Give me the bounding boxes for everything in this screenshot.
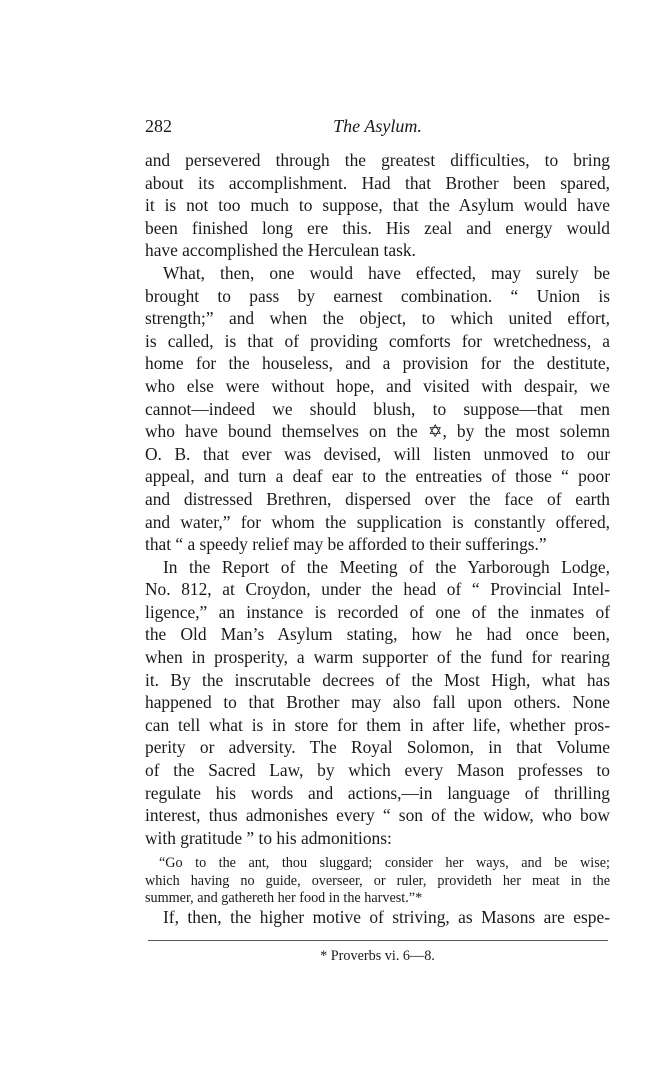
text-line: happened to that Brother may also fall upon others. None <box>145 692 610 713</box>
text-line: No. 812, at Croydon, under the head of “ Provincial Intel- <box>145 579 610 600</box>
text-line: cannot—indeed we should blush, to suppose—that men <box>145 398 610 419</box>
text-line: when in prosperity, a warm supporter of the fund for rearing <box>145 647 610 668</box>
text-line: regulate his words and actions,—in language of thrilling <box>145 782 610 803</box>
text-line: O. B. that ever was devised, will listen unmoved to our <box>145 443 610 464</box>
closing-paragraph <box>145 906 610 929</box>
quote-line: which having no guide, overseer, or ruler, provideth her meat in the <box>145 872 610 889</box>
body-text <box>145 149 610 849</box>
quote-line: “Go to the ant, thou sluggard; consider her ways, and be wise; <box>159 855 610 871</box>
text-line: of the Sacred Law, by which every Mason professes to <box>145 760 610 781</box>
text-line: who else were without hope, and visited with despair, we <box>145 375 610 396</box>
text-line: with gratitude ” to his admonitions: <box>145 827 392 848</box>
running-title: The Asylum. <box>333 116 422 136</box>
text-line: appeal, and turn a deaf ear to the entreaties of those “ poor <box>145 466 610 487</box>
text-line: the Old Man’s Asylum stating, how he had once been, <box>145 624 610 645</box>
text-line: What, then, one would have effected, may surely be <box>163 262 610 283</box>
text-line: If, then, the higher motive of striving, as Masons are espe- <box>163 907 610 927</box>
footnote-divider <box>148 940 608 941</box>
text-line: it. By the inscrutable decrees of the Most High, what has <box>145 669 610 690</box>
text-line: ligence,” an instance is recorded of one of the inmates of <box>145 601 610 622</box>
text-line: and water,” for whom the supplication is constantly offered, <box>145 511 610 532</box>
text-line: who have bound themselves on the ✡, by the most solemn <box>145 421 610 442</box>
text-line: and persevered through the greatest difficulties, to bring <box>145 150 610 170</box>
text-line: In the Report of the Meeting of the Yarborough Lodge, <box>163 556 610 577</box>
page-header <box>145 116 610 140</box>
text-line: home for the houseless, and a provision for the destitute, <box>145 353 610 374</box>
text-line: perity or adversity. The Royal Solomon, in that Volume <box>145 737 610 758</box>
text-line: have accomplished the Herculean task. <box>145 240 416 261</box>
scripture-quote <box>145 855 610 908</box>
footnote: * Proverbs vi. 6—8. <box>320 948 435 964</box>
page-number: 282 <box>145 116 172 136</box>
text-line: interest, thus admonishes every “ son of the widow, who bow <box>145 805 610 826</box>
text-line: been finished long ere this. His zeal and energy would <box>145 217 610 238</box>
text-line: is called, is that of providing comforts for wretchedness, a <box>145 330 610 351</box>
text-line: that “ a speedy relief may be afforded to their sufferings.” <box>145 534 547 555</box>
quote-line: summer, and gathereth her food in the harvest.”* <box>145 890 423 906</box>
text-line: can tell what is in store for them in after life, whether pros- <box>145 714 610 735</box>
text-line: and distressed Brethren, dispersed over the face of earth <box>145 488 610 509</box>
text-line: it is not too much to suppose, that the Asylum would have <box>145 195 610 216</box>
text-line: strength;” and when the object, to which united effort, <box>145 308 610 329</box>
text-line: about its accomplishment. Had that Brother been spared, <box>145 172 610 193</box>
text-line: brought to pass by earnest combination. “ Union is <box>145 285 610 306</box>
